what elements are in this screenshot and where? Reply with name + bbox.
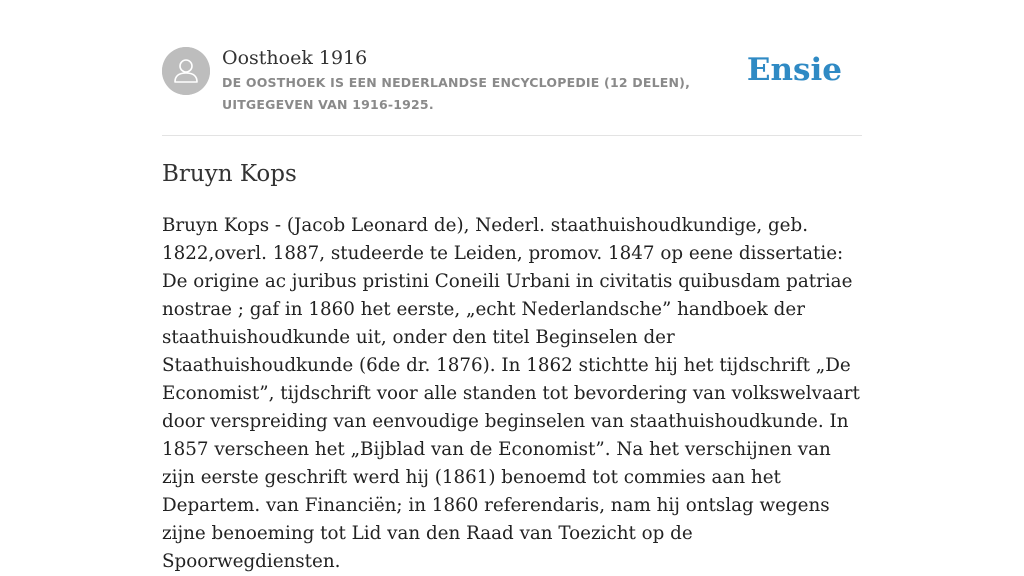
user-icon[interactable] [162, 47, 210, 95]
source-description: DE OOSTHOEK IS EEN NEDERLANDSE ENCYCLOPEDIE (12 DELEN), UITGEGEVEN VAN 1916-1925. [222, 75, 691, 112]
article-body: Bruyn Kops - (Jacob Leonard de), Nederl. staathuishoudkundige, geb. 1822,overl. 1887, studeerde te Leiden, promov. 1847 op eene dissertatie: De origine ac juribus pristini Coneili Urbani in civitatis quibusdam patriae nostrae ; gaf in 1860 het eerste, „echt Nederlandsche” handboek der staathuishoudkunde uit, onder den titel Beginselen der Staathuishoudkunde (6de dr. 1876). In 1862 stichtte hij het tijdschrift „De Economist”, tijdschrift voor alle standen tot bevordering van volkswelvaart door verspreiding van eenvoudige beginselen van staathuishoudkunde. In 1857 verscheen het „Bijblad van de Economist”. Na het verschijnen van zijn eerste geschrift werd hij (1861) benoemd tot commies aan het Departem. van Financiën; in 1860 referendaris, nam hij ontslag wegens zijne benoeming tot Lid van den Raad van Toezicht op de Spoorwegdiensten. [162, 215, 860, 572]
source-title[interactable]: Oosthoek 1916 [222, 47, 368, 69]
article-title: Bruyn Kops [162, 161, 297, 187]
source-header [162, 46, 862, 136]
ensie-logo[interactable]: Ensie [746, 52, 842, 88]
